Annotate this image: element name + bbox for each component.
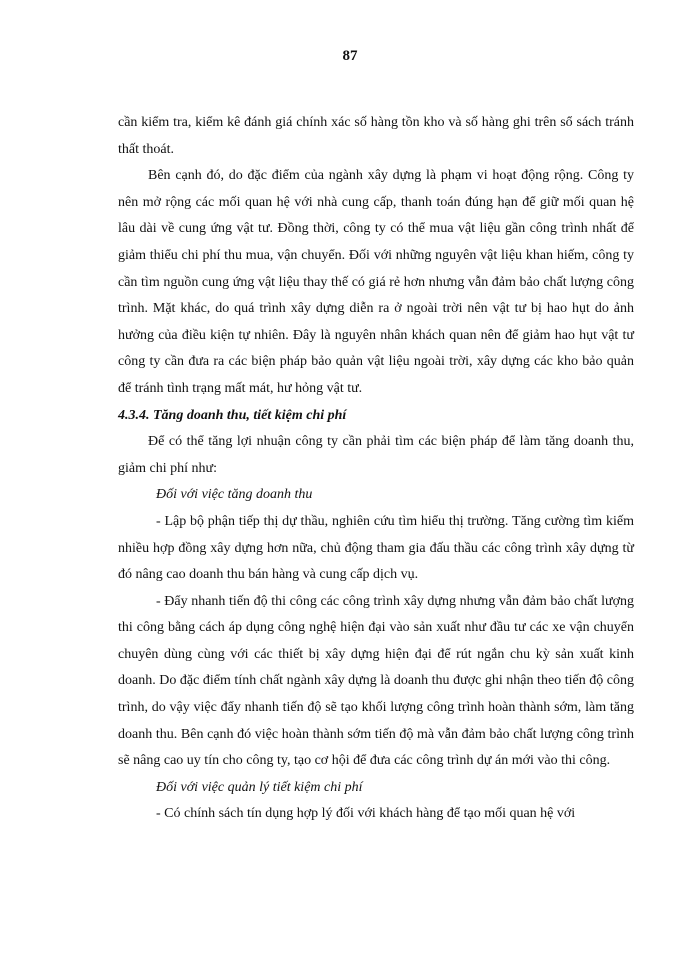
- bullet-credit-policy: - Có chính sách tín dụng hợp lý đối với khách hàng để tạo mối quan hệ với: [156, 806, 576, 822]
- section-heading: 4.3.4. Tăng doanh thu, tiết kiệm chi phí: [118, 407, 347, 423]
- page-number: 87: [342, 48, 358, 64]
- bullet-progress: - Đẩy nhanh tiến độ thi công các công trình xây dựng nhưng vẫn đảm bảo chất lượng thi công bằng cách áp dụng công nghệ hiện đại vào sản xuất như đầu tư các xe vận chuyển chuyên dùng cùng với các thiết bị xây dựng hiện đại để rút ngắn chu kỳ sản xuất kinh doanh. Do đặc điểm tính chất ngành xây dựng là doanh thu được ghi nhận theo tiến độ công trình, do vậy việc đẩy nhanh tiến độ sẽ tạo khối lượng công trình hoàn thành sớm, làm tăng doanh thu. Bên cạnh đó việc hoàn thành sớm tiến độ mà vẫn đảm bảo chất lượng công trình sẽ nâng cao uy tín cho công ty, tạo cơ hội để đưa các công trình dự án mới vào thi công.: [118, 593, 634, 769]
- subheading-revenue: Đối với việc tăng doanh thu: [156, 487, 313, 503]
- paragraph-supplier-relations: Bên cạnh đó, do đặc điểm của ngành xây dựng là phạm vi hoạt động rộng. Công ty nên mở rộng các mối quan hệ với nhà cung cấp, thanh toán đúng hạn để giữ mối quan hệ lâu dài về cung ứng vật tư. Đồng thời, công ty có thể mua vật liệu gần công trình nhất để giảm thiểu chi phí thu mua, vận chuyển. Đối với những nguyên vật liệu khan hiếm, công ty cần tìm nguồn cung ứng vật liệu thay thế có giá rẻ hơn nhưng vẫn đảm bảo chất lượng công trình. Mặt khác, do quá trình xây dựng diễn ra ở ngoài trời nên vật tư bị hao hụt do ảnh hưởng của điều kiện tự nhiên. Đây là nguyên nhân khách quan nên để giảm hao hụt vật tư công ty cần đưa ra các biện pháp bảo quản vật liệu ngoài trời, xây dựng các kho bảo quản để tránh tình trạng mất mát, hư hỏng vật tư.: [118, 168, 634, 396]
- document-body: [118, 110, 634, 828]
- paragraph-inventory-control: cần kiểm tra, kiểm kê đánh giá chính xác số hàng tồn kho và số hàng ghi trên sổ sách tránh thất thoát.: [118, 115, 634, 157]
- bullet-marketing: - Lập bộ phận tiếp thị dự thầu, nghiên cứu tìm hiểu thị trường. Tăng cường tìm kiếm nhiều hợp đồng xây dựng hơn nữa, chủ động tham gia đấu thầu các công trình xây dựng từ đó nâng cao doanh thu bán hàng và cung cấp dịch vụ.: [118, 513, 634, 583]
- paragraph-profit-intro: Để có thể tăng lợi nhuận công ty cần phải tìm các biện pháp để làm tăng doanh thu, giảm chi phí như:: [118, 434, 634, 476]
- subheading-cost-saving: Đối với việc quản lý tiết kiệm chi phí: [156, 779, 363, 795]
